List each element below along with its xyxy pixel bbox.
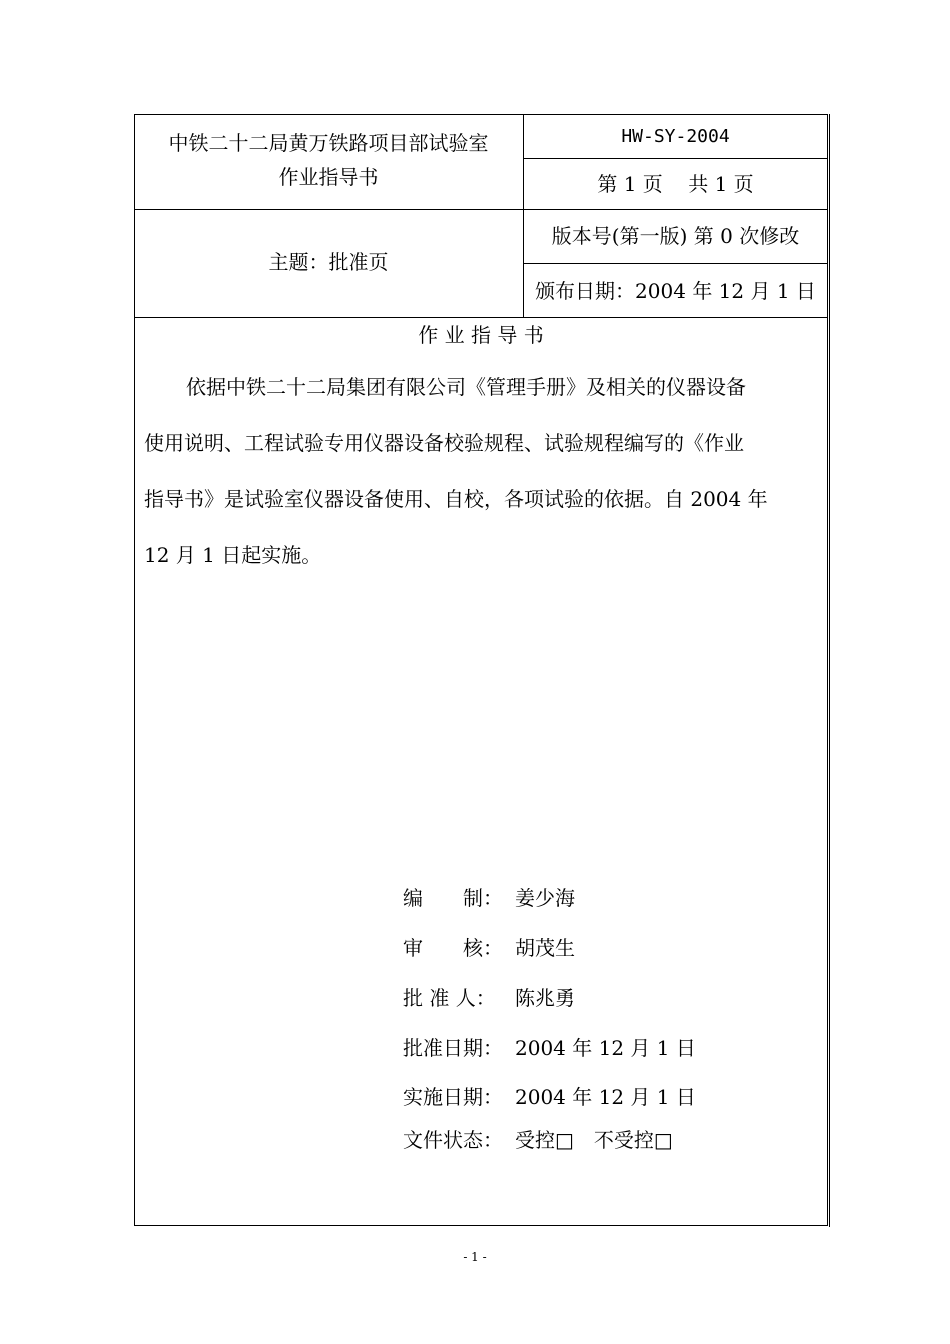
compiled-by-label: 编 制： — [403, 886, 503, 910]
approval-date-label: 批准日期： — [403, 1036, 503, 1060]
page-number: - 1 - — [463, 1250, 487, 1264]
document-code: HW-SY-2004 — [621, 126, 730, 147]
org-title-line1: 中铁二十二局黄万铁路项目部试验室 — [168, 131, 489, 155]
header-row-divider — [134, 209, 828, 210]
compiled-by-value: 姜少海 — [515, 886, 575, 910]
approver-value: 陈兆勇 — [515, 986, 575, 1010]
org-title-line2: 作业指导书 — [278, 165, 379, 189]
body-paragraph-line-2: 使用说明、工程试验专用仪器设备校验规程、试验规程编写的《作业 — [144, 431, 744, 455]
effective-date-label: 实施日期： — [403, 1085, 503, 1109]
body-paragraph-line-3: 指导书》是试验室仪器设备使用、自校，各项试验的依据。自 2004 年 — [144, 487, 768, 511]
approval-date-value: 2004 年 12 月 1 日 — [515, 1036, 696, 1060]
body-paragraph-line-1: 依据中铁二十二局集团有限公司《管理手册》及相关的仪器设备 — [186, 375, 746, 399]
subject-title: 主题：批准页 — [268, 250, 389, 274]
issue-date: 颁布日期：2004 年 12 月 1 日 — [535, 279, 816, 303]
header-row-divider-right-top — [523, 158, 828, 159]
header-row-divider-right-bottom — [523, 263, 828, 264]
file-status-value: 受控□ 不受控□ — [515, 1128, 673, 1152]
reviewed-by-label: 审 核： — [403, 936, 503, 960]
approver-label: 批 准 人： — [403, 986, 496, 1010]
page-info: 第 1 页 共 1 页 — [597, 172, 754, 196]
header-bottom-line — [134, 317, 828, 318]
reviewed-by-value: 胡茂生 — [515, 936, 575, 960]
section-heading: 作 业 指 导 书 — [418, 323, 544, 347]
file-status-label: 文件状态： — [403, 1128, 503, 1152]
frame-edge — [829, 114, 830, 1227]
effective-date-value: 2004 年 12 月 1 日 — [515, 1085, 696, 1109]
version-info: 版本号(第一版) 第 0 次修改 — [551, 224, 800, 248]
body-paragraph-line-4: 12 月 1 日起实施。 — [144, 543, 322, 567]
